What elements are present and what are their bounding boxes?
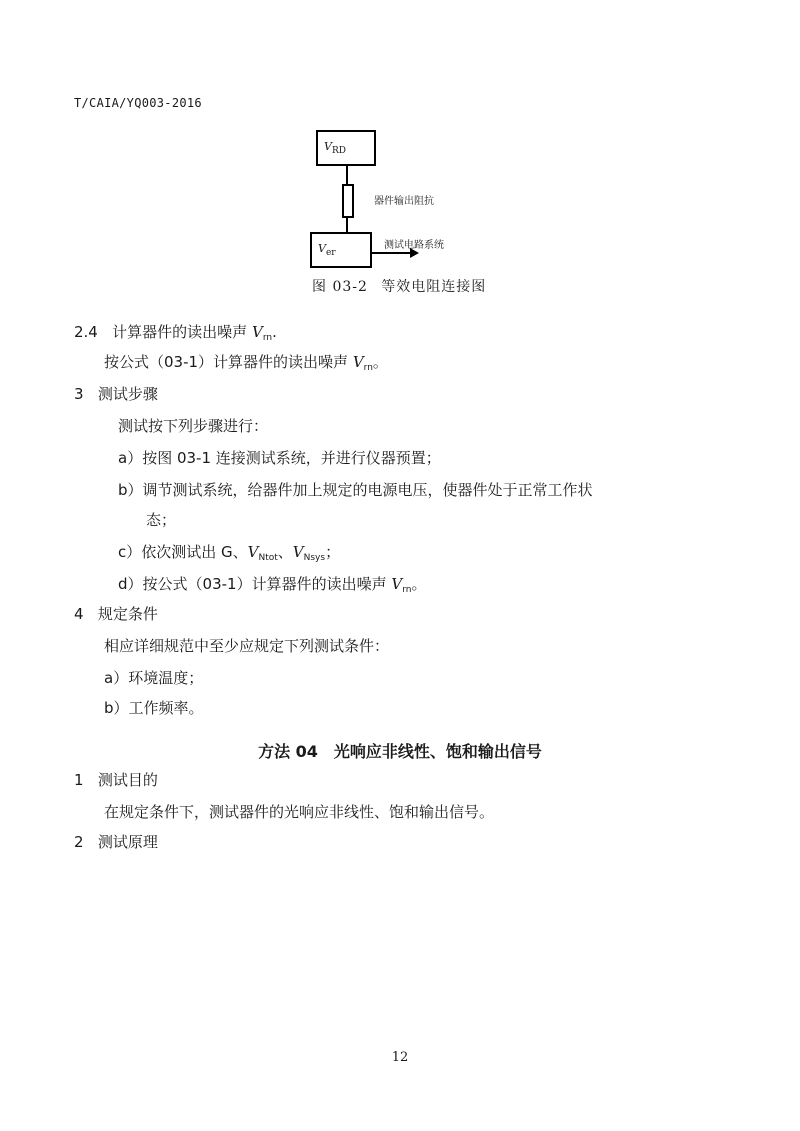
symbol-sub: Ntot — [258, 553, 278, 563]
method-title: 方法 04 光响应非线性、饱和输出信号 — [258, 742, 542, 761]
vrd-box — [316, 130, 376, 166]
output-label: 测试电路系统 — [384, 240, 444, 251]
symbol-sub: rn — [262, 333, 273, 343]
section-2-4-heading — [74, 322, 277, 348]
condition-a: a）环境温度； — [104, 669, 204, 687]
section-number: 2.4 — [74, 323, 98, 341]
step-b-continued: 态； — [146, 511, 177, 529]
section-4-intro: 相应详细规范中至少应规定下列测试条件： — [104, 637, 390, 655]
page-number: 12 — [391, 1050, 409, 1065]
punct: . — [272, 323, 277, 341]
symbol-sub: rn — [402, 585, 412, 595]
resistor-symbol — [342, 184, 354, 218]
ver-box — [310, 232, 372, 268]
punct: ； — [325, 543, 341, 561]
step-a: a）按图 03-1 连接测试系统，并进行仪器预置； — [118, 449, 441, 467]
section-number: 4 — [74, 605, 84, 623]
symbol-v: V — [391, 575, 403, 593]
punct: 。 — [372, 353, 388, 371]
symbol-v: V — [247, 543, 259, 561]
symbol-v: V — [352, 353, 364, 371]
condition-b: b）工作频率。 — [104, 699, 204, 717]
section-number: 2 — [74, 833, 84, 851]
section-title: 测试步骤 — [97, 385, 158, 403]
step-d — [118, 574, 426, 600]
method-section-1-heading — [74, 770, 158, 790]
section-title: 测试目的 — [97, 771, 158, 789]
punct: 。 — [411, 575, 427, 593]
symbol-v: V — [251, 323, 263, 341]
section-4-heading — [74, 604, 158, 624]
method-section-1-body: 在规定条件下，测试器件的光响应非线性、饱和输出信号。 — [104, 803, 495, 821]
section-number: 1 — [74, 771, 84, 789]
step-b: b）调节测试系统，给器件加上规定的电源电压，使器件处于正常工作状 — [118, 481, 593, 499]
section-title: 测试原理 — [97, 833, 158, 851]
section-3-intro: 测试按下列步骤进行： — [118, 417, 269, 435]
paragraph-text: 按公式（03-1）计算器件的读出噪声 — [104, 353, 349, 371]
symbol-sub: Nsys — [303, 553, 326, 563]
symbol-sub: rn — [363, 363, 373, 373]
section-title: 计算器件的读出噪声 — [112, 323, 248, 341]
paragraph-text: d）按公式（03-1）计算器件的读出噪声 — [118, 575, 387, 593]
punct: 、 — [277, 543, 293, 561]
figure-caption: 图 03-2 等效电阻连接图 — [312, 279, 487, 295]
resistor-label: 器件输出阻抗 — [374, 196, 434, 207]
section-3-heading — [74, 384, 158, 404]
ver-box-label: $V_{er}$ — [318, 242, 336, 258]
step-c — [118, 542, 340, 568]
paragraph-text: c）依次测试出 G、 — [118, 543, 248, 561]
vrd-box-label: $V_{RD}$ — [324, 140, 346, 156]
section-number: 3 — [74, 385, 84, 403]
section-2-4-body — [104, 352, 388, 378]
method-section-2-heading — [74, 832, 158, 852]
section-title: 规定条件 — [97, 605, 158, 623]
symbol-v: V — [292, 543, 304, 561]
document-id: T/CAIA/YQ003-2016 — [74, 96, 202, 110]
